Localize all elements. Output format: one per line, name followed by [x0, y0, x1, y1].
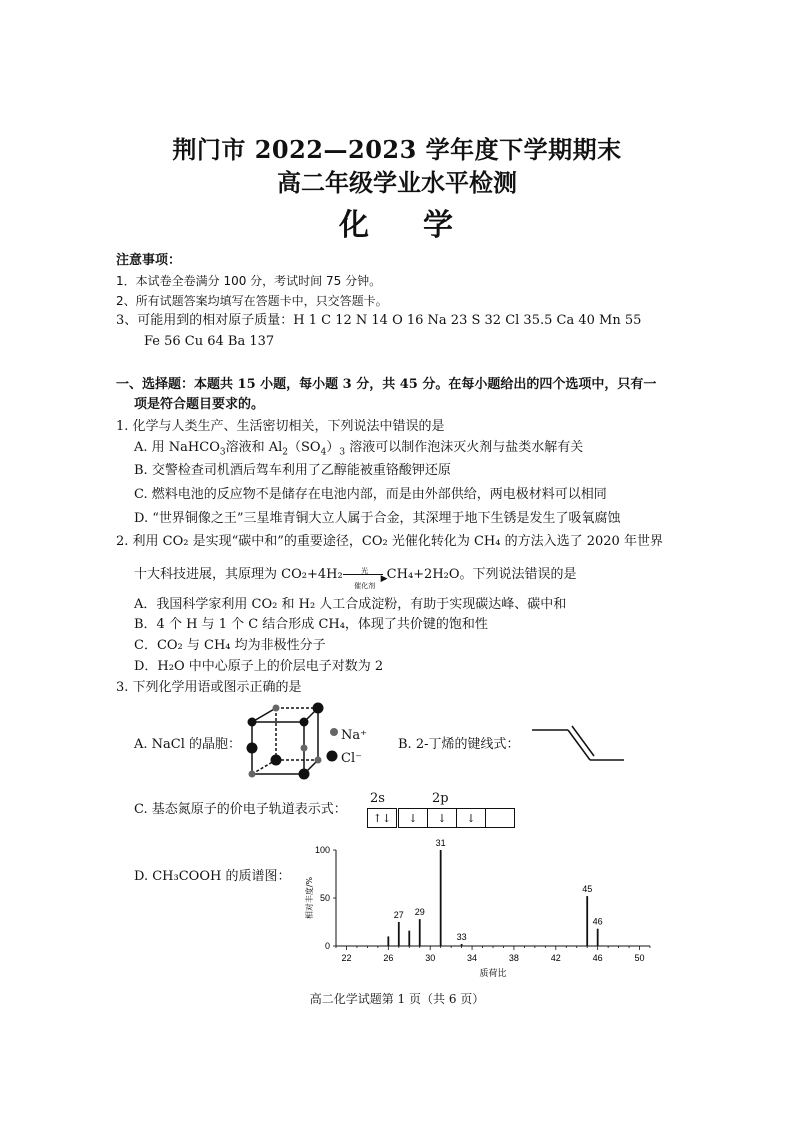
x-tick-label: 50 [634, 953, 645, 963]
cl-ion-legend: Cl⁻ [341, 751, 362, 766]
peak-label: 46 [592, 916, 603, 927]
q3-option-d: D. CH₃COOH 的质谱图： [134, 869, 291, 884]
y-tick-label: 50 [319, 893, 330, 903]
peak-label: 29 [414, 907, 425, 918]
q2-option-c: C．CO₂ 与 CH₄ 均为非极性分子 [134, 638, 326, 653]
x-tick-label: 42 [550, 953, 561, 963]
x-axis-label: 质荷比 [479, 969, 507, 979]
x-tick-label: 38 [508, 953, 519, 963]
exam-subtitle: 高二年级学业水平检测 [277, 168, 517, 197]
note-2: 2、所有试题答案均填写在答题卡中，只交答题卡。 [116, 294, 388, 308]
y-axis-label: 相对丰度/% [305, 876, 314, 920]
note-3-cont: Fe 56 Cu 64 Ba 137 [144, 334, 275, 349]
q2-option-a: A．我国科学家利用 CO₂ 和 H₂ 人工合成淀粉，有助于实现碳达峰、碳中和 [134, 597, 567, 612]
na-ion-legend: Na⁺ [341, 728, 367, 743]
q2-option-d: D．H₂O 中中心原子上的价层电子对数为 2 [134, 659, 384, 674]
peak-label: 33 [456, 932, 467, 943]
butene-skeletal-formula [528, 722, 628, 764]
reaction-arrow-icon: 光 ▶ 催化剂 [343, 568, 387, 582]
exam-title: 荆门市 2022—2023 学年度下学期期末 [172, 135, 622, 164]
q2-stem: 2. 利用 CO₂ 是实现“碳中和”的重要途径，CO₂ 光催化转化为 CH₄ 的方法入选了 2020 年世界 [116, 534, 663, 549]
q3-stem: 3. 下列化学用语或图示正确的是 [116, 680, 302, 695]
x-tick-label: 30 [425, 953, 436, 963]
na-ion-legend-icon [328, 726, 340, 738]
q3-option-a: A. NaCl 的晶胞： [134, 737, 242, 752]
q1-option-a: A. 用 NaHCO$_3$溶液和 $Al_2(SO_4)_3$ 溶液可以制作泡沫灭火剂与盐类水解有关 [134, 440, 584, 458]
q1-option-b: B. 交警检查司机酒后驾车利用了乙醇能被重铬酸钾还原 [134, 463, 451, 478]
peak-label: 31 [435, 838, 446, 848]
y-tick-label: 0 [324, 941, 330, 951]
orbital-2s-box: ↑↓ [367, 808, 397, 828]
q2-option-b: B．4 个 H 与 1 个 C 结合形成 CH₄，体现了共价键的饱和性 [134, 617, 488, 632]
peak-label: 27 [393, 910, 404, 920]
page-footer: 高二化学试题第 1 页（共 6 页） [309, 992, 485, 1006]
q1-option-c: C. 燃料电池的反应物不是储存在电池内部，而是由外部供给，两电极材料可以相同 [134, 487, 607, 502]
y-tick-label: 100 [314, 845, 330, 855]
q1-stem: 1. 化学与人类生产、生活密切相关，下列说法中错误的是 [116, 419, 445, 434]
peak-label: 45 [582, 884, 593, 895]
orbital-label-2p: 2p [432, 791, 449, 806]
section-heading-cont: 项是符合题目要求的。 [134, 397, 265, 412]
notes-heading: 注意事项： [116, 253, 182, 268]
note-3: 3、可能用到的相对原子质量：H 1 C 12 N 14 O 16 Na 23 S 32 Cl 35.5 Ca 40 Mn 55 [116, 313, 642, 328]
orbital-label-2s: 2s [370, 791, 385, 806]
note-1: 1．本试卷全卷满分 100 分，考试时间 75 分钟。 [116, 274, 382, 288]
cl-ion-legend-icon [325, 749, 339, 763]
q1-option-d: D. “世界铜像之王”三星堆青铜大立人属于合金，其深埋于地下生锈是发生了吸氧腐蚀 [134, 511, 621, 526]
x-tick-label: 26 [383, 953, 394, 963]
q3-option-b: B. 2-丁烯的键线式： [398, 737, 520, 752]
x-tick-label: 34 [467, 953, 478, 963]
mass-spectrum-chart [300, 838, 660, 988]
x-tick-label: 46 [592, 953, 603, 963]
orbital-2p-boxes: ↓ ↓ ↓ [398, 808, 515, 828]
section-heading: 一、选择题：本题共 15 小题，每小题 3 分，共 45 分。在每小题给出的四个选项中，只有一 [116, 377, 657, 392]
subject-title: 化 学 [339, 208, 455, 243]
q3-option-c: C. 基态氮原子的价电子轨道表示式： [134, 802, 347, 817]
q2-equation: 十大科技进展，其原理为 CO₂+4H₂ 光 ▶ 催化剂 CH₄+2H₂O。下列说法错误的是 [134, 566, 577, 590]
x-tick-label: 22 [341, 953, 352, 963]
